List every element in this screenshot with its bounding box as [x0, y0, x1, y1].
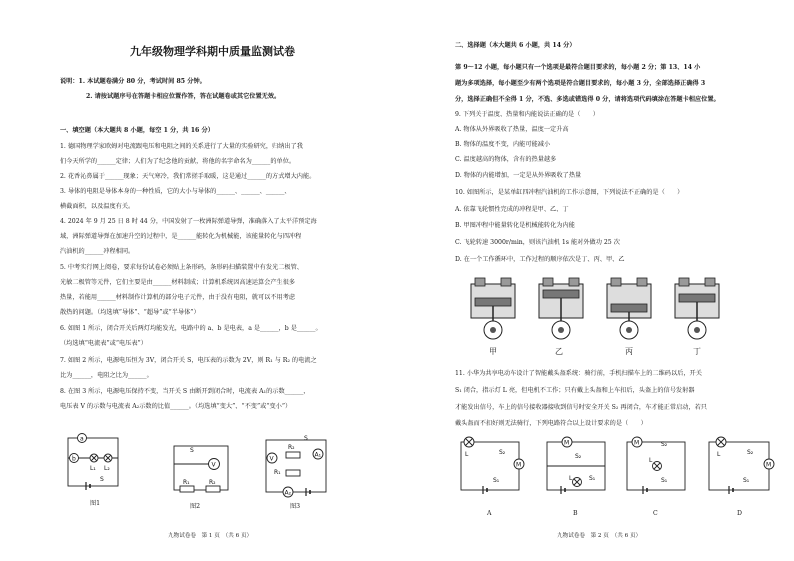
- svg-text:R₁: R₁: [183, 479, 190, 486]
- engine-ding-diagram: [669, 274, 725, 344]
- svg-text:L: L: [649, 457, 653, 464]
- svg-text:a: a: [80, 435, 84, 443]
- svg-text:S₁: S₁: [589, 475, 596, 482]
- circuit-option-c: [621, 432, 693, 498]
- svg-text:R₂: R₂: [288, 444, 295, 451]
- q11-line-1: 11. 小华为共享电动车设计了智能戴头盔系统：骑行前，手机扫描车上的二维码以后，开关: [455, 370, 702, 377]
- q9-option-d: D. 物体的内能增加，一定是从外界吸收了热量: [455, 172, 582, 179]
- svg-text:S₂: S₂: [747, 449, 754, 456]
- svg-text:S: S: [304, 435, 308, 442]
- svg-text:M: M: [516, 461, 522, 469]
- svg-text:S₂: S₂: [499, 449, 506, 456]
- q10-option-c: C. 飞轮转速 3000r/min，则该汽油机 1s 能对外做功 25 次: [455, 239, 620, 246]
- q11-line-3: 才能发出信号，车上的信号接收器接收到信号时安全开关 S₂ 再闭合，车才能正常启动，若只: [455, 404, 707, 411]
- q10-option-b: B. 甲图冲程中能量转化是机械能转化为内能: [455, 222, 575, 229]
- q6-line-2: （均选填“电流表”或“电压表”）: [60, 340, 147, 347]
- exam-title: 九年级物理学科期中质量监测试卷: [130, 45, 295, 58]
- svg-text:b: b: [72, 455, 76, 463]
- q3-line-1: 3. 导体的电阻是导体本身的一种性质，它的大小与导体的______、______、______、: [60, 188, 291, 195]
- q7-line-1: 7. 如图 2 所示，电源电压恒为 3V，闭合开关 S，电压表的示数为 2V，则 R₁ 与 R₂ 的电流之: [60, 357, 317, 364]
- q4-line-3: 汽油机的______冲程相同。: [60, 248, 135, 255]
- svg-text:M: M: [766, 461, 772, 469]
- svg-text:V: V: [211, 461, 216, 469]
- svg-text:S₂: S₂: [575, 453, 582, 460]
- svg-text:R₁: R₁: [274, 469, 281, 476]
- q5-line-1: 5. 中考实行网上阅卷，要求每份试卷必须贴上条形码，条形码扫描装置中有发光二极管、: [60, 264, 303, 271]
- page-1-footer: 九物试卷卷 第 1 页 （共 6 页）: [168, 533, 253, 539]
- circuit-label-c: C: [653, 510, 658, 517]
- q10-stem: 10. 如图所示，是某单缸四冲程汽油机的工作示意图，下列说法不正确的是（ ）: [455, 189, 684, 196]
- page-2: [397, 0, 794, 561]
- q10-option-d: D. 在一个工作循环中，工作过程的顺序依次是丁、丙、甲、乙: [455, 256, 625, 263]
- q6-line-1: 6. 如图 1 所示，闭合开关后两灯均能发光，电路中的 a、b 是电表，a 是______，b 是______。: [60, 325, 322, 332]
- q3-line-2: 横截面积，以及温度有关。: [60, 203, 135, 210]
- svg-text:M: M: [634, 439, 640, 447]
- circuit-label-d: D: [737, 510, 742, 517]
- circuit-label-a: A: [487, 510, 492, 517]
- section-2-note-1: 第 9～12 小题，每小题只有一个选项是最符合题目要求的，每小题 2 分；第 13、14 小: [455, 64, 701, 71]
- q7-line-2: 比为______，电阻之比为______。: [60, 372, 153, 379]
- section-1-heading: 一、填空题（本大题共 8 小题，每空 1 分，共 16 分）: [60, 127, 214, 134]
- q8-line-1: 8. 在图 3 所示，电源电压保持不变，当开关 S 由断开到闭合时，电流表 A₁的示数______，: [60, 388, 310, 395]
- q2: 2. 花香沁鼻属于______现象；天气寒冷，我们常搓手取暖，这是通过______的方式增大内能。: [60, 173, 316, 180]
- q9-option-a: A. 物体从外界吸收了热量，温度一定升高: [455, 126, 569, 133]
- circuit-option-b: [541, 432, 613, 498]
- engine-jia-diagram: [465, 274, 521, 344]
- svg-text:S: S: [190, 447, 194, 454]
- svg-text:L₂: L₂: [104, 465, 110, 472]
- engine-label-jia: 甲: [489, 347, 497, 356]
- svg-text:S: S: [100, 476, 104, 483]
- circuit-label-b: B: [573, 510, 578, 517]
- svg-text:M: M: [564, 439, 570, 447]
- svg-text:S₁: S₁: [661, 477, 668, 484]
- q1-line-2: 们今天所学的______定律；人们为了纪念他的贡献，将他的名字命名为______的单位。: [60, 158, 296, 165]
- q8-line-2: 电压表 V 的示数与电流表 A₂示数的比值______。（均选填“变大”、“不变”或“变小”）: [60, 403, 292, 410]
- engine-label-ding: 丁: [693, 347, 701, 356]
- section-2-note-3: 分，选择正确但不全得 1 分，不选、多选或错选得 0 分，请将选项代码填涂在答题卡相应位置。: [455, 96, 720, 103]
- svg-text:L: L: [717, 451, 721, 458]
- svg-text:L: L: [569, 475, 573, 482]
- engine-bing-diagram: [601, 274, 657, 344]
- figure-3-circuit: [260, 432, 332, 500]
- q5-line-3: 热量，若能用______材料制作计算机的部分电子元件，由于没有电阻，就可以不用考虑: [60, 294, 296, 301]
- q1-line-1: 1. 德国物理学家欧姆对电流跟电压和电阻之间的关系进行了大量的实验研究，归纳出了我: [60, 143, 303, 150]
- figure-1-label: 图1: [90, 500, 101, 507]
- q9-stem: 9. 下列关于温度、热量和内能说法正确的是（ ）: [455, 111, 599, 118]
- q4-line-2: 域，洲际弹道导弹在加速升空的过程中，是______能转化为机械能，该能量转化与四冲程: [60, 233, 302, 240]
- svg-text:S₁: S₁: [493, 477, 500, 484]
- svg-text:S₂: S₂: [661, 441, 668, 448]
- svg-text:V: V: [269, 455, 274, 463]
- q9-option-b: B. 物体的温度不变，内能可能减小: [455, 141, 551, 148]
- svg-text:S₁: S₁: [743, 477, 750, 484]
- figure-2-circuit: [168, 440, 234, 496]
- figure-3-label: 图3: [290, 503, 301, 510]
- q9-option-c: C. 温度越高的物体，含有的热量越多: [455, 156, 557, 163]
- q4-line-1: 4. 2024 年 9 月 25 日 8 时 44 分，中国发射了一枚洲际弹道导弹，准确落入了太平洋预定海: [60, 218, 317, 225]
- figure-2-label: 图2: [190, 503, 201, 510]
- svg-text:A₂: A₂: [284, 489, 292, 497]
- svg-text:A₁: A₁: [314, 451, 322, 459]
- figure-1-circuit: [62, 430, 124, 492]
- engine-label-yi: 乙: [555, 347, 563, 356]
- q5-line-4: 散热的问题。（均选填“导体”、“超导”或“半导体”）: [60, 309, 200, 316]
- engine-yi-diagram: [533, 274, 589, 344]
- section-2-note-2: 题为多项选择，每小题至少有两个选项是符合题目要求的，每小题 3 分，全部选择正确得 3: [455, 80, 706, 87]
- circuit-option-a: [455, 432, 527, 498]
- q11-line-2: S₁ 闭合，指示灯 L 亮，但电机不工作；只有戴上头盔和上车扣后，头盔上的信号发射器: [455, 387, 695, 394]
- section-2-heading: 二、选择题（本大题共 6 小题，共 14 分）: [455, 42, 576, 49]
- svg-text:L: L: [465, 451, 469, 458]
- engine-label-bing: 丙: [625, 347, 633, 356]
- svg-text:R₂: R₂: [209, 479, 216, 486]
- svg-text:L₁: L₁: [90, 465, 96, 472]
- circuit-option-d: [703, 432, 777, 498]
- q11-line-4: 戴头盔而不扣好则无法骑行，下列电路符合以上设计要求的是（ ）: [455, 420, 647, 427]
- page-2-footer: 九物试卷卷 第 2 页 （共 6 页）: [557, 533, 642, 539]
- q10-option-a: A. 依靠飞轮惯性完成的冲程是甲、乙、丁: [455, 206, 569, 213]
- instruction-1: 说明：1. 本试题卷满分 80 分，考试时间 85 分钟。: [60, 78, 206, 85]
- instruction-2: 2. 请按试题序号在答题卡相应位置作答，答在试题卷或其它位置无效。: [86, 93, 281, 100]
- q5-line-2: 光敏二极管等元件，它们主要是由______材料制成；计算机系统因高速运算会产生很多: [60, 279, 296, 286]
